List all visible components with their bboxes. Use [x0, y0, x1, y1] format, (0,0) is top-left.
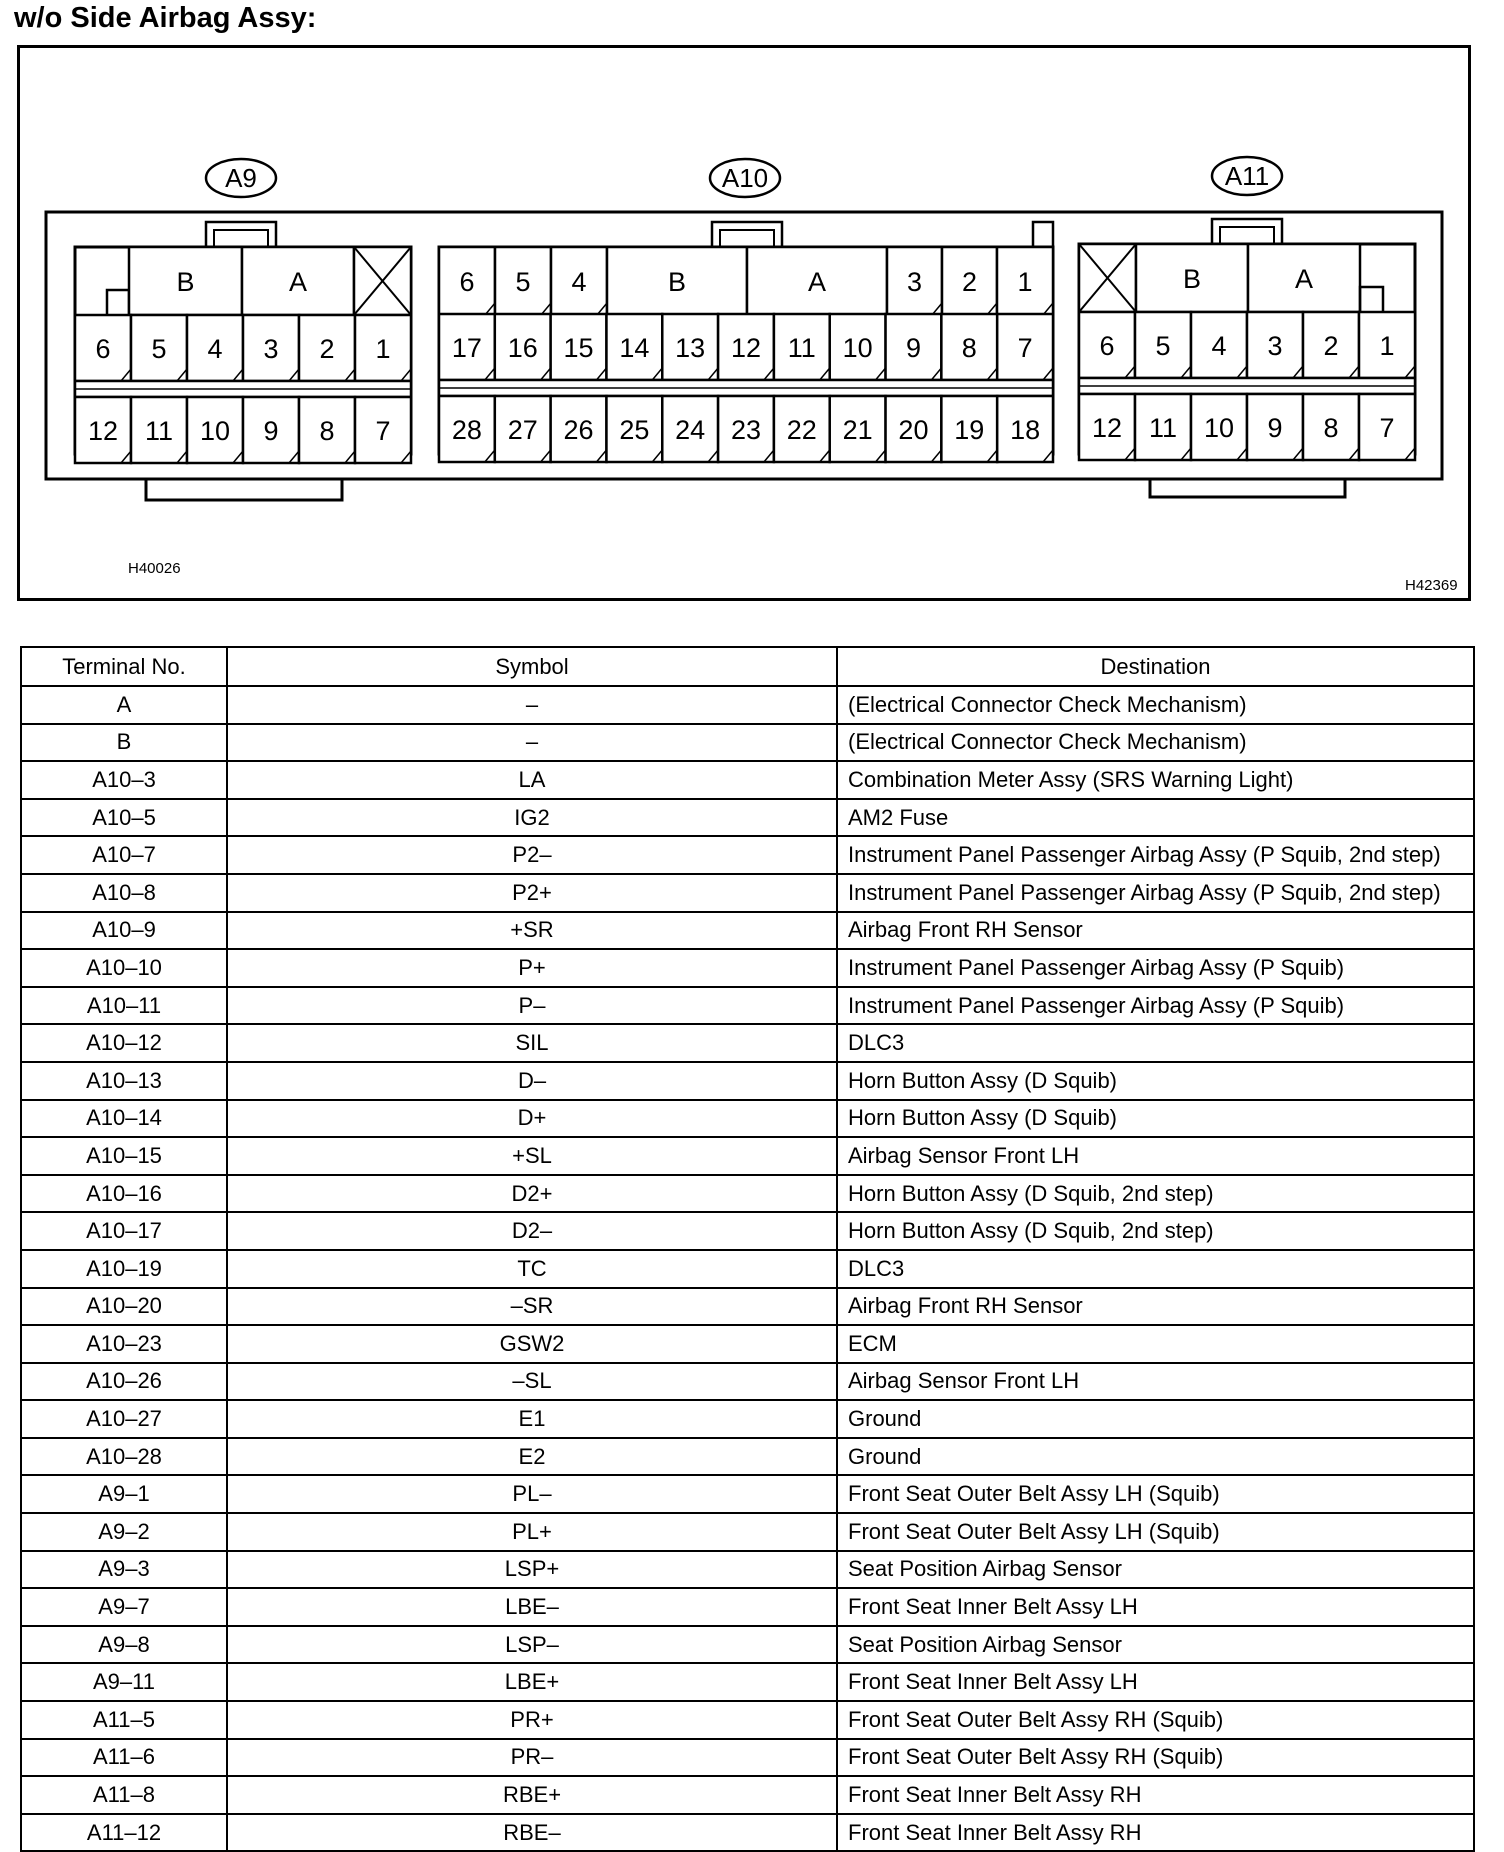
- table-row: [21, 799, 1474, 837]
- lock-label: A: [807, 267, 827, 297]
- table-row: [21, 949, 1474, 987]
- pin-number: 13: [675, 333, 706, 363]
- symbol-cell: E2: [227, 1438, 837, 1476]
- terminal-no-cell: A10–13: [21, 1062, 227, 1100]
- symbol-cell: LBE+: [227, 1663, 837, 1701]
- symbol-cell: P+: [227, 949, 837, 987]
- pin-number: 9: [263, 416, 279, 446]
- terminal-no-cell: A10–3: [21, 761, 227, 799]
- terminal-no-cell: A10–28: [21, 1438, 227, 1476]
- table-row: [21, 1325, 1474, 1363]
- terminal-no-cell: A10–16: [21, 1175, 227, 1213]
- connector-a11: [1079, 157, 1415, 460]
- symbol-cell: P2–: [227, 836, 837, 874]
- symbol-cell: LA: [227, 761, 837, 799]
- terminal-no-cell: A9–2: [21, 1513, 227, 1551]
- pin-number: 11: [1148, 413, 1178, 443]
- terminal-no-cell: A10–27: [21, 1400, 227, 1438]
- symbol-cell: LSP+: [227, 1551, 837, 1589]
- symbol-cell: RBE+: [227, 1776, 837, 1814]
- table-row: [21, 1400, 1474, 1438]
- table-row: [21, 1663, 1474, 1701]
- connector-label: A9: [225, 163, 257, 193]
- header-destination: Destination: [837, 647, 1474, 686]
- terminal-no-cell: A10–20: [21, 1288, 227, 1326]
- table-row: [21, 836, 1474, 874]
- symbol-cell: D–: [227, 1062, 837, 1100]
- destination-cell: Front Seat Inner Belt Assy LH: [837, 1588, 1474, 1626]
- terminal-no-cell: A9–7: [21, 1588, 227, 1626]
- symbol-cell: –: [227, 724, 837, 762]
- destination-cell: DLC3: [837, 1250, 1474, 1288]
- pin-number: 7: [1017, 333, 1033, 363]
- pin-number: 22: [786, 415, 817, 445]
- pin-number: 10: [199, 416, 231, 446]
- terminal-no-cell: A10–19: [21, 1250, 227, 1288]
- destination-cell: Horn Button Assy (D Squib): [837, 1062, 1474, 1100]
- pin-number: 26: [563, 415, 594, 445]
- pin-number: 6: [459, 267, 475, 297]
- terminal-no-cell: A10–8: [21, 874, 227, 912]
- terminal-no-cell: A9–3: [21, 1551, 227, 1589]
- pin-number: 3: [263, 334, 279, 364]
- symbol-cell: D2+: [227, 1175, 837, 1213]
- table-row: [21, 761, 1474, 799]
- pin-number: 5: [1155, 331, 1171, 361]
- destination-cell: DLC3: [837, 1024, 1474, 1062]
- pin-number: 10: [1203, 413, 1235, 443]
- pin-number: 11: [787, 333, 816, 363]
- pin-number: 19: [954, 415, 985, 445]
- symbol-cell: LBE–: [227, 1588, 837, 1626]
- destination-cell: Seat Position Airbag Sensor: [837, 1551, 1474, 1589]
- destination-cell: Front Seat Inner Belt Assy LH: [837, 1663, 1474, 1701]
- table-row: [21, 1062, 1474, 1100]
- pin-number: 4: [571, 267, 587, 297]
- lock-label: B: [176, 267, 195, 297]
- pin-number: 16: [507, 333, 538, 363]
- table-row: [21, 912, 1474, 950]
- table-row: [21, 1212, 1474, 1250]
- table-row: [21, 1551, 1474, 1589]
- table-row: [21, 1250, 1474, 1288]
- terminal-no-cell: B: [21, 724, 227, 762]
- symbol-cell: PL–: [227, 1475, 837, 1513]
- destination-cell: Instrument Panel Passenger Airbag Assy (P Squib, 2nd step): [837, 874, 1474, 912]
- symbol-cell: –SR: [227, 1288, 837, 1326]
- pin-number: 20: [898, 415, 929, 445]
- symbol-cell: PL+: [227, 1513, 837, 1551]
- destination-cell: Ground: [837, 1438, 1474, 1476]
- destination-cell: Front Seat Outer Belt Assy LH (Squib): [837, 1475, 1474, 1513]
- table-row: [21, 1739, 1474, 1777]
- pin-number: 25: [619, 415, 650, 445]
- pin-number: 17: [451, 333, 482, 363]
- pin-number: 9: [905, 333, 921, 363]
- destination-cell: Horn Button Assy (D Squib): [837, 1100, 1474, 1138]
- pin-number: 5: [151, 334, 167, 364]
- pin-number: 2: [319, 334, 335, 364]
- table-row: [21, 1513, 1474, 1551]
- symbol-cell: –SL: [227, 1363, 837, 1401]
- destination-cell: Horn Button Assy (D Squib, 2nd step): [837, 1212, 1474, 1250]
- terminal-no-cell: A10–12: [21, 1024, 227, 1062]
- pin-number: 9: [1267, 413, 1283, 443]
- pin-number: 1: [1017, 267, 1033, 297]
- terminal-no-cell: A9–11: [21, 1663, 227, 1701]
- pin-number: 24: [675, 415, 706, 445]
- pin-number: 7: [375, 416, 391, 446]
- pin-number: 28: [451, 415, 482, 445]
- terminal-table: [20, 646, 1475, 1852]
- terminal-no-cell: A10–26: [21, 1363, 227, 1401]
- header-terminal-no: Terminal No.: [21, 647, 227, 686]
- connector-label: A11: [1224, 161, 1270, 191]
- destination-cell: Ground: [837, 1400, 1474, 1438]
- pin-number: 6: [95, 334, 111, 364]
- header-symbol: Symbol: [227, 647, 837, 686]
- destination-cell: Instrument Panel Passenger Airbag Assy (P Squib, 2nd step): [837, 836, 1474, 874]
- table-row: [21, 1588, 1474, 1626]
- destination-cell: Front Seat Inner Belt Assy RH: [837, 1814, 1474, 1852]
- symbol-cell: LSP–: [227, 1626, 837, 1664]
- symbol-cell: P2+: [227, 874, 837, 912]
- symbol-cell: PR–: [227, 1739, 837, 1777]
- symbol-cell: D+: [227, 1100, 837, 1138]
- destination-cell: AM2 Fuse: [837, 799, 1474, 837]
- terminal-no-cell: A10–17: [21, 1212, 227, 1250]
- pin-number: 8: [1323, 413, 1339, 443]
- symbol-cell: P–: [227, 987, 837, 1025]
- destination-cell: Instrument Panel Passenger Airbag Assy (P Squib): [837, 949, 1474, 987]
- terminal-no-cell: A10–15: [21, 1137, 227, 1175]
- lock-label: A: [1294, 264, 1314, 294]
- symbol-cell: –: [227, 686, 837, 724]
- table-row: [21, 1137, 1474, 1175]
- pin-number: 3: [906, 267, 923, 297]
- destination-cell: Combination Meter Assy (SRS Warning Light): [837, 761, 1474, 799]
- table-row: [21, 1701, 1474, 1739]
- table-row: [21, 724, 1474, 762]
- pin-number: 2: [961, 267, 978, 297]
- destination-cell: Airbag Front RH Sensor: [837, 912, 1474, 950]
- destination-cell: Instrument Panel Passenger Airbag Assy (P Squib): [837, 987, 1474, 1025]
- table-row: [21, 1626, 1474, 1664]
- terminal-no-cell: A9–8: [21, 1626, 227, 1664]
- destination-cell: (Electrical Connector Check Mechanism): [837, 686, 1474, 724]
- destination-cell: Seat Position Airbag Sensor: [837, 1626, 1474, 1664]
- table-row: [21, 874, 1474, 912]
- connector-a10: [439, 159, 1053, 462]
- pin-number: 11: [144, 416, 174, 446]
- terminal-no-cell: A10–11: [21, 987, 227, 1025]
- destination-cell: Front Seat Outer Belt Assy LH (Squib): [837, 1513, 1474, 1551]
- terminal-no-cell: A11–8: [21, 1776, 227, 1814]
- destination-cell: Front Seat Outer Belt Assy RH (Squib): [837, 1701, 1474, 1739]
- terminal-no-cell: A: [21, 686, 227, 724]
- pin-number: 14: [619, 333, 650, 363]
- table-row: [21, 1100, 1474, 1138]
- pin-number: 10: [842, 333, 873, 363]
- pin-number: 2: [1323, 331, 1339, 361]
- housing-tab-left: [146, 479, 342, 500]
- pin-number: 23: [730, 415, 762, 445]
- pin-number: 1: [375, 334, 391, 364]
- pin-number: 4: [1211, 331, 1227, 361]
- terminal-no-cell: A10–14: [21, 1100, 227, 1138]
- terminal-no-cell: A11–5: [21, 1701, 227, 1739]
- table-row: [21, 1438, 1474, 1476]
- pin-number: 4: [207, 334, 223, 364]
- connector-diagram: [0, 0, 1504, 610]
- diagram-code-left: H40026: [128, 560, 181, 577]
- terminal-no-cell: A10–5: [21, 799, 227, 837]
- pin-number: 6: [1099, 331, 1115, 361]
- destination-cell: Horn Button Assy (D Squib, 2nd step): [837, 1175, 1474, 1213]
- terminal-no-cell: A9–1: [21, 1475, 227, 1513]
- pin-number: 1: [1379, 331, 1395, 361]
- table-row: [21, 1776, 1474, 1814]
- table-row: [21, 1288, 1474, 1326]
- table-row: [21, 1175, 1474, 1213]
- pin-number: 15: [563, 333, 594, 363]
- symbol-cell: PR+: [227, 1701, 837, 1739]
- destination-cell: (Electrical Connector Check Mechanism): [837, 724, 1474, 762]
- destination-cell: Front Seat Inner Belt Assy RH: [837, 1776, 1474, 1814]
- terminal-no-cell: A11–12: [21, 1814, 227, 1852]
- symbol-cell: GSW2: [227, 1325, 837, 1363]
- lock-label: A: [288, 267, 308, 297]
- table-row: [21, 987, 1474, 1025]
- destination-cell: Airbag Sensor Front LH: [837, 1137, 1474, 1175]
- lock-label: B: [1182, 264, 1202, 294]
- destination-cell: Front Seat Outer Belt Assy RH (Squib): [837, 1739, 1474, 1777]
- pin-number: 12: [1091, 413, 1123, 443]
- terminal-no-cell: A10–23: [21, 1325, 227, 1363]
- pin-number: 8: [961, 333, 977, 363]
- diagram-code-right: H42369: [1405, 577, 1458, 594]
- table-row: [21, 1363, 1474, 1401]
- symbol-cell: E1: [227, 1400, 837, 1438]
- destination-cell: ECM: [837, 1325, 1474, 1363]
- symbol-cell: TC: [227, 1250, 837, 1288]
- pin-number: 7: [1379, 413, 1395, 443]
- pin-number: 5: [515, 267, 531, 297]
- lock-label: B: [667, 267, 687, 297]
- table-row: [21, 686, 1474, 724]
- symbol-cell: D2–: [227, 1212, 837, 1250]
- table-row: [21, 1814, 1474, 1852]
- symbol-cell: SIL: [227, 1024, 837, 1062]
- table-row: [21, 1475, 1474, 1513]
- connector-label: A10: [721, 163, 769, 193]
- connector-a9: [75, 159, 411, 463]
- symbol-cell: IG2: [227, 799, 837, 837]
- pin-number: 12: [87, 416, 119, 446]
- pin-number: 18: [1010, 415, 1041, 445]
- terminal-no-cell: A11–6: [21, 1739, 227, 1777]
- pin-number: 27: [507, 415, 538, 445]
- pin-number: 8: [319, 416, 335, 446]
- pin-number: 21: [842, 415, 873, 445]
- destination-cell: Airbag Front RH Sensor: [837, 1288, 1474, 1326]
- terminal-no-cell: A10–10: [21, 949, 227, 987]
- terminal-no-cell: A10–9: [21, 912, 227, 950]
- pin-number: 12: [730, 333, 762, 363]
- housing-tab-right: [1150, 479, 1345, 497]
- symbol-cell: RBE–: [227, 1814, 837, 1852]
- terminal-no-cell: A10–7: [21, 836, 227, 874]
- table-header-row: [21, 647, 1474, 686]
- symbol-cell: +SR: [227, 912, 837, 950]
- page-title: w/o Side Airbag Assy:: [14, 2, 317, 34]
- pin-number: 3: [1267, 331, 1283, 361]
- table-row: [21, 1024, 1474, 1062]
- destination-cell: Airbag Sensor Front LH: [837, 1363, 1474, 1401]
- symbol-cell: +SL: [227, 1137, 837, 1175]
